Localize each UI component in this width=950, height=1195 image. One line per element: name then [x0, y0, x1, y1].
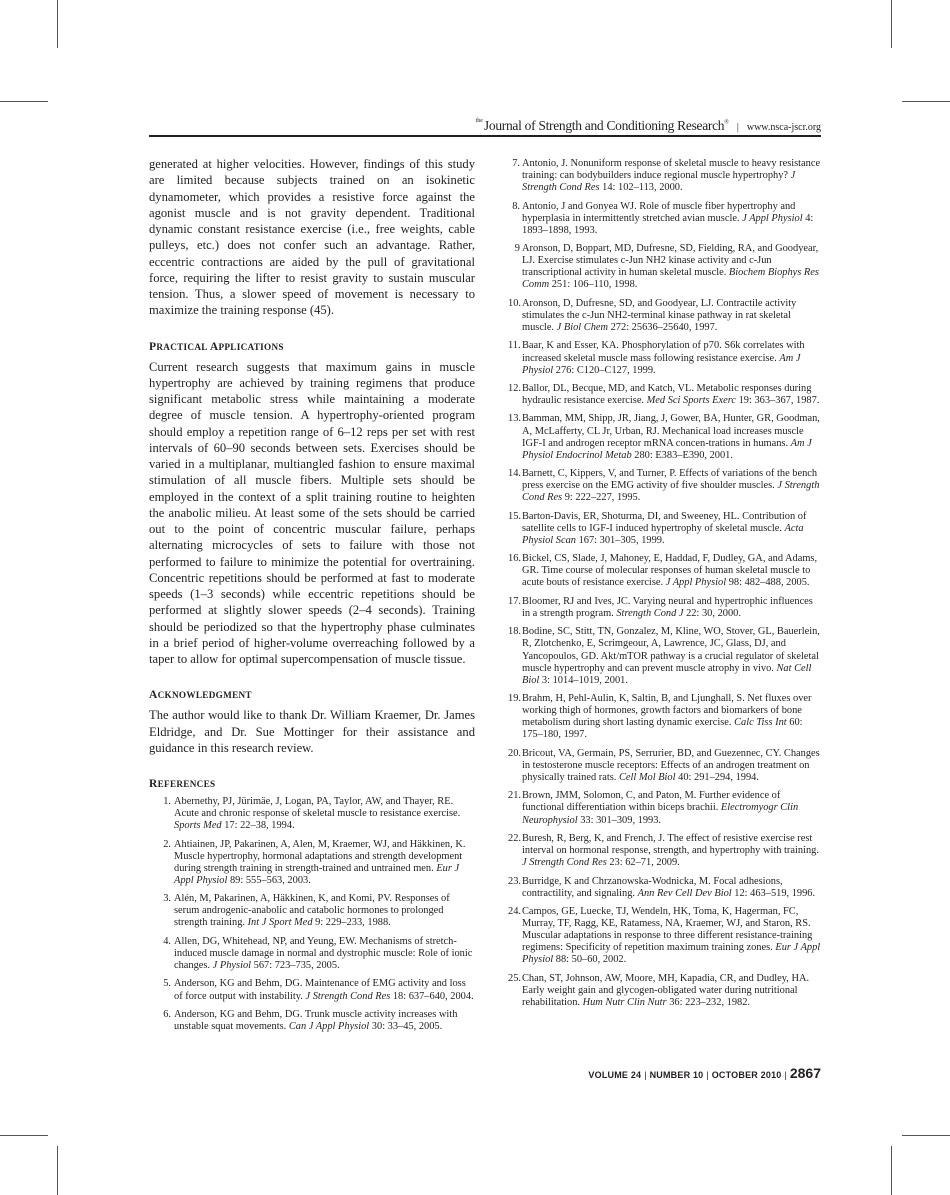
reference-number: 7.: [512, 158, 520, 169]
reference-journal: Acta Physiol Scan: [522, 522, 804, 546]
acknowledgment-text: The author would like to thank Dr. William Kraemer, Dr. James Eldridge, and Dr. Sue Mottinger for their assistance and guidance in this research review.: [149, 708, 475, 755]
reference-number: 9: [514, 243, 520, 255]
reference-number: 12.: [508, 382, 521, 394]
reference-number: 10.: [508, 297, 521, 309]
footer-separator: |: [644, 1070, 647, 1080]
intro-paragraph: generated at higher velocities. However, findings of this study are limited because subjects trained on an isokinetic dynamometer, which provides a resistive force against the agonist muscle and is not gravity dependent. Traditional dynamic constant resistance exercise (i.e., free weights, cable pulleys, etc.) does not confer such an advantage. Rather, eccentric contractions are aided by the pull of gravitational force, requiring the lifter to resist gravity to sustain muscular tension. Thus, a slower speed of movement is necessary to maximize the training response (45).: [149, 157, 475, 318]
reference-text: Bloomer, RJ and Ives, JC. Varying neural and hypertrophic influences in a strength program.: [522, 595, 813, 619]
reference-item: [508, 413, 822, 461]
reference-number: 8.: [512, 200, 520, 212]
journal-url[interactable]: www.nsca-jscr.org: [746, 122, 821, 133]
reference-item: [508, 973, 822, 1009]
reference-number: 15.: [508, 510, 521, 522]
reference-text: Barton-Davis, ER, Shoturma, DI, and Sweeney, HL. Contribution of satellite cells to IGF-I induced hypertrophy of skeletal muscle.: [522, 510, 807, 534]
reference-item: [508, 790, 822, 826]
reference-number: 2.: [163, 838, 171, 850]
reference-number: 18.: [508, 626, 521, 638]
reference-item: [159, 1009, 475, 1033]
reference-number: 11.: [508, 340, 521, 352]
reference-item: [508, 243, 822, 291]
reference-text: Campos, GE, Luecke, TJ, Wendeln, HK, Toma, K, Hagerman, FC, Murray, TF, Ragg, KE, Ratamess, NA, Kraemer, WJ, and Staron, RS. Muscular adaptations in response to three different resistance-training regimens: Specificity of repetition maximum training zones.: [522, 906, 813, 954]
reference-citation: 40: 291–294, 1994.: [675, 771, 759, 783]
reference-citation: 14: 102–113, 2000.: [599, 182, 683, 194]
reference-text: Brown, JMM, Solomon, C, and Paton, M. Further evidence of functional differentiation within biceps brachii.: [522, 790, 781, 814]
reference-journal: J Physiol: [212, 960, 252, 972]
reference-text: Bricout, VA, Germain, PS, Serrurier, BD, and Guezennec, CY. Changes in testosterone muscle receptors: Effects of an androgen treatment on physically trained rats.: [522, 747, 820, 783]
reference-citation: 280: E383–E390, 2001.: [631, 449, 733, 461]
reference-journal: Med Sci Sports Exerc: [646, 395, 736, 407]
reference-item: [508, 906, 822, 966]
heading-rest: CKNOWLEDGMENT: [157, 690, 252, 701]
header-rule: [149, 135, 821, 137]
reference-citation: 19: 363–367, 1987.: [736, 395, 820, 407]
reference-text: Bickel, CS, Slade, J, Mahoney, E, Haddad, F, Dudley, GA, and Adams, GR. Time course of molecular responses of human skeletal muscle to acute bouts of resistance exercise.: [522, 553, 818, 589]
reference-journal: J Appl Physiol: [742, 212, 803, 224]
reference-item: [508, 626, 822, 686]
reference-number: 23.: [508, 875, 521, 887]
reference-text: Ballor, DL, Becque, MD, and Katch, VL. Metabolic responses during hydraulic resistance exercise.: [522, 382, 812, 407]
crop-mark: [57, 1146, 58, 1195]
issue-date: OCTOBER 2010: [711, 1070, 782, 1080]
reference-number: 22.: [508, 832, 521, 844]
heading-cap: R: [149, 778, 158, 790]
reference-text: Aronson, D, Boppart, MD, Dufresne, SD, Fielding, RA, and Goodyear, LJ. Exercise stimulates c-Jun NH2 kinase activity and c-Jun transcriptional activity in human skeletal muscle.: [522, 243, 819, 279]
reference-item: [508, 553, 822, 589]
reference-text: Buresh, R, Berg, K, and French, J. The effect of resistive exercise rest interval on hormonal response, strength, and hypertrophy with training.: [522, 832, 819, 857]
reference-number: 4.: [163, 935, 171, 947]
reference-citation: 23: 62–71, 2009.: [606, 857, 680, 869]
left-column: [149, 156, 475, 1039]
reference-journal: Am J Physiol: [522, 352, 801, 376]
reference-journal: Sports Med: [174, 820, 222, 832]
reference-journal: J Strength Cond Res: [305, 990, 391, 1002]
heading-cap: P: [149, 340, 157, 353]
reference-citation: 4: 1893–1898, 1993.: [522, 212, 814, 236]
reference-item: [508, 511, 822, 547]
reference-number: 16.: [508, 553, 521, 565]
reference-number: 17.: [508, 595, 521, 607]
reference-journal: Am J Physiol Endocrinol Metab: [522, 437, 812, 461]
reference-citation: 17: 22–38, 1994.: [221, 820, 295, 832]
reference-item: [159, 978, 475, 1002]
crop-mark: [57, 0, 58, 48]
reference-citation: 167: 301–305, 1999.: [575, 534, 665, 546]
reference-text: Bamman, MM, Shipp, JR, Jiang, J, Gower, BA, Hunter, GR, Goodman, A, McLafferty, CL Jr, Urban, RJ. Mechanical load increases muscle IGF-I and androgen receptor mRNA concen-trations in humans.: [522, 413, 820, 449]
reference-citation: 22: 30, 2000.: [683, 607, 741, 619]
reference-journal: Int J Sport Med: [247, 917, 313, 929]
header-separator: |: [736, 122, 739, 133]
reference-item: [508, 201, 822, 237]
reference-journal: Ann Rev Cell Dev Biol: [637, 887, 732, 899]
crop-mark: [891, 0, 892, 48]
reference-item: [508, 158, 822, 194]
reference-citation: 30: 33–45, 2005.: [369, 1020, 443, 1032]
reference-text: Burridge, K and Chrzanowska-Wodnicka, M. Focal adhesions, contractility, and signaling.: [522, 875, 783, 899]
crop-mark: [891, 1146, 892, 1195]
reference-item: [159, 796, 475, 832]
reference-item: [508, 383, 822, 407]
reference-citation: 88: 50–60, 2002.: [553, 954, 627, 966]
reference-citation: 276: C120–C127, 1999.: [553, 364, 656, 376]
page-footer: [588, 1065, 821, 1083]
reference-citation: 9: 222–227, 1995.: [562, 492, 641, 504]
heading-rest: RACTICAL: [156, 341, 210, 352]
reference-text: Chan, ST, Johnson, AW, Moore, MH, Kapadia, CR, and Dudley, HA. Early weight gain and glycogen-obligated water during nutritional rehabilitation.: [522, 972, 810, 1008]
reference-text: Bodine, SC, Stitt, TN, Gonzalez, M, Kline, WO, Stover, GL, Bauerlein, R, Zlotchenko, E, Scrimgeour, A, Lawrence, JC, Glass, DJ, and Yancopoulos, GD. Akt/mTOR pathway is a crucial regulator of skeletal muscle hypertrophy and can prevent muscle atrophy in vivo.: [522, 626, 820, 674]
reference-journal: Eur J Appl Physiol: [174, 862, 460, 886]
footer-separator: |: [784, 1070, 787, 1080]
reference-text: Brahm, H, Pehl-Aulin, K, Saltin, B, and Ljunghall, S. Net fluxes over working thigh of hormones, growth factors and biomarkers of bone metabolism during short lasting dynamic exercise.: [522, 693, 812, 729]
reference-item: [508, 876, 822, 900]
reference-journal: J Strength Cond Res: [522, 480, 820, 504]
reference-citation: 12: 463–519, 1996.: [731, 887, 816, 899]
issue-number: NUMBER 10: [649, 1070, 704, 1080]
reference-journal: J Biol Chem: [556, 322, 609, 334]
reference-journal: Nat Cell Biol: [522, 662, 812, 686]
reference-number: 25.: [508, 972, 521, 984]
running-header: $^{the}$Journal of Strength and Conditioning Research® | www.nsca-jscr.org: [475, 118, 821, 133]
reference-item: [508, 693, 822, 741]
reference-number: 6.: [163, 1008, 171, 1020]
reference-item: [508, 298, 822, 334]
crop-mark: [0, 1135, 48, 1136]
reference-citation: 567: 723–735, 2005.: [251, 960, 340, 972]
reference-text: Anderson, KG and Behm, DG. Maintenance of EMG activity and loss of force output with instability.: [174, 978, 466, 1002]
reference-journal: J Strength Cond Res: [522, 170, 796, 194]
reference-list-left: [159, 796, 475, 1033]
reference-journal: Cell Mol Biol: [618, 771, 676, 783]
reference-number: 13.: [508, 413, 521, 425]
reference-text: Ahtiainen, JP, Pakarinen, A, Alen, M, Kraemer, WJ, and Häkkinen, K. Muscle hypertrophy, hormonal adaptations and strength development during strength training in strength-trained and untrained men.: [174, 838, 466, 874]
heading-cap: A: [209, 340, 219, 353]
reference-citation: 251: 106–110, 1998.: [549, 279, 638, 291]
crop-mark: [0, 101, 48, 102]
reference-journal: J Appl Physiol: [665, 577, 727, 589]
reference-number: 14.: [508, 468, 521, 480]
reference-journal: Can J Appl Physiol: [288, 1020, 370, 1032]
reference-citation: 98: 482–488, 2005.: [726, 577, 810, 589]
reference-number: 19.: [508, 693, 521, 705]
reference-number: 3.: [163, 893, 171, 905]
reference-text: Baar, K and Esser, KA. Phosphorylation of p70. S6k correlates with increased skeletal muscle mass following resistance exercise.: [522, 340, 805, 364]
reference-journal: Hum Nutr Clin Nutr: [582, 996, 667, 1008]
reference-text: Antonio, J and Gonyea WJ. Role of muscle fiber hypertrophy and hyperplasia in intermittently stretched avian muscle.: [522, 200, 796, 224]
page-number: 2867: [789, 1065, 821, 1081]
reference-citation: 33: 301–309, 1993.: [577, 814, 662, 826]
reference-number: 1.: [163, 796, 171, 807]
reference-journal: Biochem Biophys Res Comm: [522, 267, 819, 291]
reference-number: 20.: [508, 747, 521, 759]
reference-number: 24.: [508, 906, 521, 918]
reference-citation: 36: 223–232, 1982.: [666, 996, 751, 1008]
reference-citation: 272: 25636–25640, 1997.: [608, 322, 718, 334]
reference-number: 5.: [163, 978, 171, 990]
practical-applications-heading: [149, 341, 475, 353]
acknowledgment-heading: [149, 689, 475, 701]
reference-item: [508, 748, 822, 784]
reference-journal: Strength Cond J: [616, 607, 684, 619]
journal-the: the: [475, 118, 483, 124]
reference-list-right: [508, 158, 822, 1009]
reference-item: [159, 893, 475, 929]
heading-rest: PPLICATIONS: [218, 341, 284, 352]
reference-citation: 9: 229–233, 1988.: [312, 917, 391, 929]
references-heading: [149, 778, 475, 790]
reference-journal: Eur J Appl Physiol: [522, 942, 821, 966]
reference-citation: 18: 637–640, 2004.: [390, 990, 474, 1002]
reference-item: [508, 596, 822, 620]
footer-separator: |: [706, 1070, 709, 1080]
reference-item: [508, 340, 822, 376]
reference-text: Alén, M, Pakarinen, A, Häkkinen, K, and Komi, PV. Responses of serum androgenic-anabolic and catabolic hormones to prolonged strength training.: [174, 893, 450, 929]
crop-mark: [902, 101, 950, 102]
reference-item: [508, 468, 822, 504]
journal-name: Journal of Strength and Conditioning Research: [483, 118, 725, 133]
reference-journal: Calc Tiss Int: [734, 717, 787, 729]
reference-text: Abernethy, PJ, Jürimäe, J, Logan, PA, Taylor, AW, and Thayer, RE. Acute and chronic response of skeletal muscle to resistance exercise.: [174, 796, 461, 820]
reference-number: 21.: [508, 790, 521, 802]
heading-cap: A: [149, 689, 158, 702]
right-column: [508, 158, 822, 1015]
heading-rest: EFERENCES: [157, 779, 216, 789]
reference-citation: 89: 555–563, 2003.: [227, 874, 311, 886]
reference-journal: J Strength Cond Res: [522, 857, 607, 869]
reference-citation: 60: 175–180, 1997.: [522, 717, 803, 741]
reference-journal: Electromyogr Clin Neurophysiol: [522, 802, 799, 826]
reference-citation: 3: 1014–1019, 2001.: [539, 674, 628, 686]
crop-mark: [902, 1135, 950, 1136]
reference-text: Anderson, KG and Behm, DG. Trunk muscle activity increases with unstable squat movements.: [174, 1008, 458, 1032]
reference-item: [508, 833, 822, 869]
reference-text: Allen, DG, Whitehead, NP, and Yeung, EW. Mechanisms of stretch-induced muscle damage in normal and dystrophic muscle: Role of ionic changes.: [174, 935, 473, 972]
reference-item: [159, 936, 475, 972]
volume: VOLUME 24: [588, 1070, 642, 1080]
reference-text: Barnett, C, Kippers, V, and Turner, P. Effects of variations of the bench press exercise on the EMG activity of five shoulder muscles.: [522, 468, 818, 492]
practical-applications-text: Current research suggests that maximum gains in muscle hypertrophy are achieved by training regimens that produce significant metabolic stress while maintaining a moderate degree of muscle tension. A hypertrophy-oriented program should employ a repetition range of 6–12 reps per set with rest intervals of 60–90 seconds between sets. Exercises should be varied in a multiplanar, multiangled fashion to ensure maximal stimulation of all muscle fibers. Multiple sets should be employed in the context of a split training routine to heighten the anabolic milieu. At least some of the sets should be carried out to the point of concentric muscular failure, perhaps alternating microcycles of sets to failure with those not performed to failure to minimize the potential for overtraining. Concentric repetitions should be performed at fast to moderate speeds (1–3 seconds) while eccentric repetitions should be performed at slightly slower speeds (2–4 seconds). Training should be periodized so that the hypertrophy phase culminates in a brief period of higher-volume overreaching followed by a taper to allow for optimal supercompensation of muscle tissue.: [149, 359, 475, 666]
reference-item: [159, 839, 475, 887]
reference-text: Aronson, D, Dufresne, SD, and Goodyear, LJ. Contractile activity stimulates the c-Jun NH2-terminal kinase pathway in rat skeletal muscle.: [522, 297, 797, 334]
reference-text: Antonio, J. Nonuniform response of skeletal muscle to heavy resistance training: can bodybuilders induce regional muscle hypertrophy?: [522, 158, 821, 182]
